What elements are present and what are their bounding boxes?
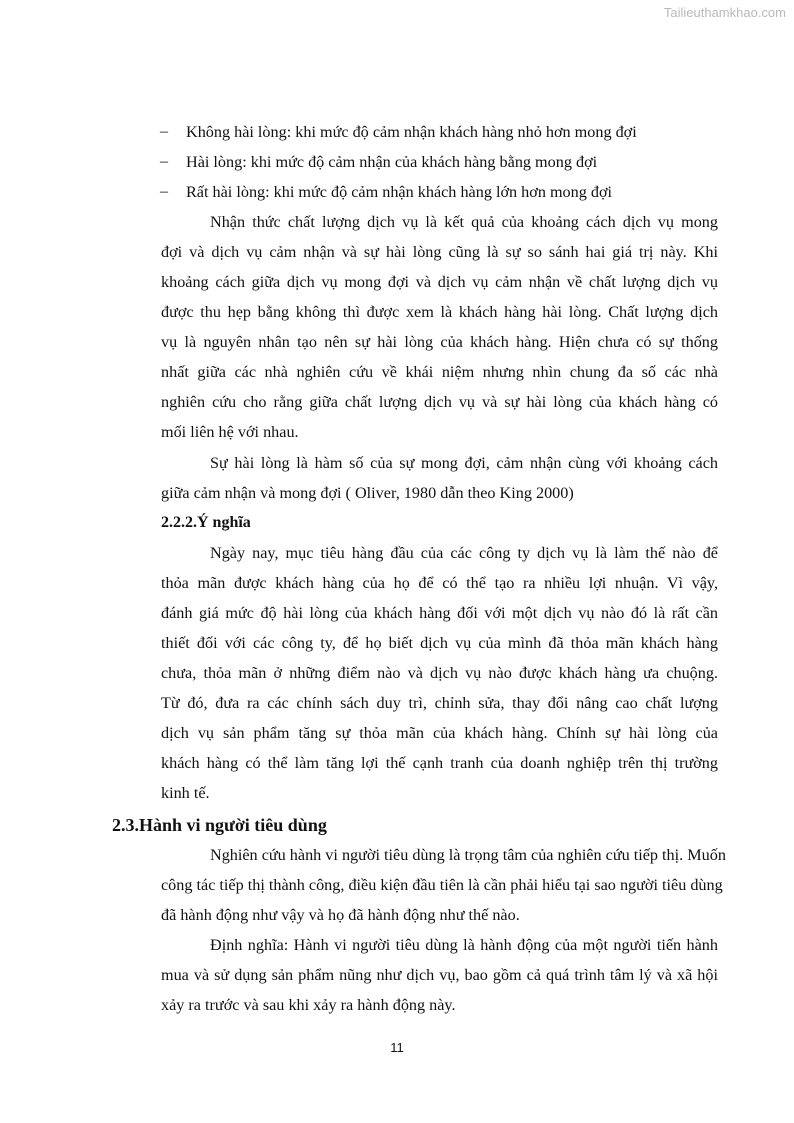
- bullet-dash: –: [160, 153, 168, 170]
- paragraph-line: vụ là nguyên nhân tạo nên sự hài lòng của khách hàng. Hiện chưa có sự thống: [161, 333, 718, 351]
- paragraph-line: nhất giữa các nhà nghiên cứu về khái niệm nhưng nhìn chung đa số các nhà: [161, 363, 718, 381]
- paragraph-line: khoảng cách giữa dịch vụ mong đợi và dịch vụ cảm nhận về chất lượng dịch vụ: [161, 273, 718, 291]
- paragraph-line: thỏa mãn được khách hàng của họ để có thể tạo ra nhiều lợi nhuận. Vì vậy,: [161, 574, 718, 592]
- paragraph-line: đã hành động như vậy và họ đã hành động như thế nào.: [161, 906, 520, 924]
- heading-2-2-2: 2.2.2.Ý nghĩa: [161, 514, 251, 531]
- paragraph-line: được thu hẹp bằng không thì được xem là khách hàng hài lòng. Chất lượng dịch: [161, 303, 718, 321]
- paragraph-line: chưa, thỏa mãn ở những điểm nào và dịch vụ nào được khách hàng ưa chuộng.: [161, 664, 718, 682]
- paragraph-line: đánh giá mức độ hài lòng của khách hàng đối với một dịch vụ nào đó là rất cần: [161, 604, 718, 622]
- paragraph-line: kinh tế.: [161, 784, 210, 802]
- paragraph-line: thiết đối với các công ty, để họ biết dịch vụ của mình đã thỏa mãn khách hàng: [161, 634, 718, 652]
- bullet-item: Hài lòng: khi mức độ cảm nhận của khách hàng bằng mong đợi: [186, 153, 598, 171]
- paragraph-line: Từ đó, đưa ra các chính sách duy trì, chỉnh sửa, thay đổi nâng cao chất lượng: [161, 694, 718, 712]
- bullet-item: Rất hài lòng: khi mức độ cảm nhận khách hàng lớn hơn mong đợi: [186, 183, 613, 201]
- paragraph-line: dịch vụ sản phẩm tăng sự thỏa mãn của khách hàng. Chính sự hài lòng của: [161, 724, 718, 742]
- bullet-dash: –: [160, 183, 168, 200]
- paragraph-line: xảy ra trước và sau khi xảy ra hành động này.: [161, 996, 456, 1014]
- paragraph-line: đợi và dịch vụ cảm nhận và sự hài lòng cũng là sự so sánh hai giá trị này. Khi: [161, 243, 718, 261]
- paragraph-line: Định nghĩa: Hành vi người tiêu dùng là hành động của một người tiến hành: [210, 936, 718, 954]
- heading-2-3: 2.3.Hành vi người tiêu dùng: [112, 815, 327, 835]
- paragraph-line: nghiên cứu cho rằng giữa chất lượng dịch vụ và sự hài lòng của khách hàng có: [161, 393, 718, 411]
- bullet-dash: –: [160, 123, 168, 140]
- page-number: 11: [390, 1040, 404, 1055]
- paragraph-line: khách hàng có thể làm tăng lợi thế cạnh tranh của doanh nghiệp trên thị trường: [161, 754, 718, 772]
- paragraph-line: mối liên hệ với nhau.: [161, 423, 299, 441]
- paragraph-line: Sự hài lòng là hàm số của sự mong đợi, cảm nhận cùng với khoảng cách: [210, 454, 718, 472]
- paragraph-line: Ngày nay, mục tiêu hàng đầu của các công ty dịch vụ là làm thế nào để: [210, 544, 718, 562]
- bullet-item: Không hài lòng: khi mức độ cảm nhận khách hàng nhỏ hơn mong đợi: [186, 123, 637, 141]
- watermark: Tailieuthamkhao.com: [663, 5, 786, 20]
- paragraph-line: Nhận thức chất lượng dịch vụ là kết quả của khoảng cách dịch vụ mong: [210, 213, 718, 231]
- paragraph-line: mua và sử dụng sản phẩm nũng như dịch vụ, bao gồm cả quá trình tâm lý và xã hội: [161, 966, 718, 984]
- paragraph-line: công tác tiếp thị thành công, điều kiện đầu tiên là cần phải hiểu tại sao người tiêu dùng: [161, 876, 723, 894]
- paragraph-line: giữa cảm nhận và mong đợi ( Oliver, 1980 dẫn theo King 2000): [161, 484, 574, 502]
- paragraph-line: Nghiên cứu hành vi người tiêu dùng là trọng tâm của nghiên cứu tiếp thị. Muốn: [210, 846, 726, 864]
